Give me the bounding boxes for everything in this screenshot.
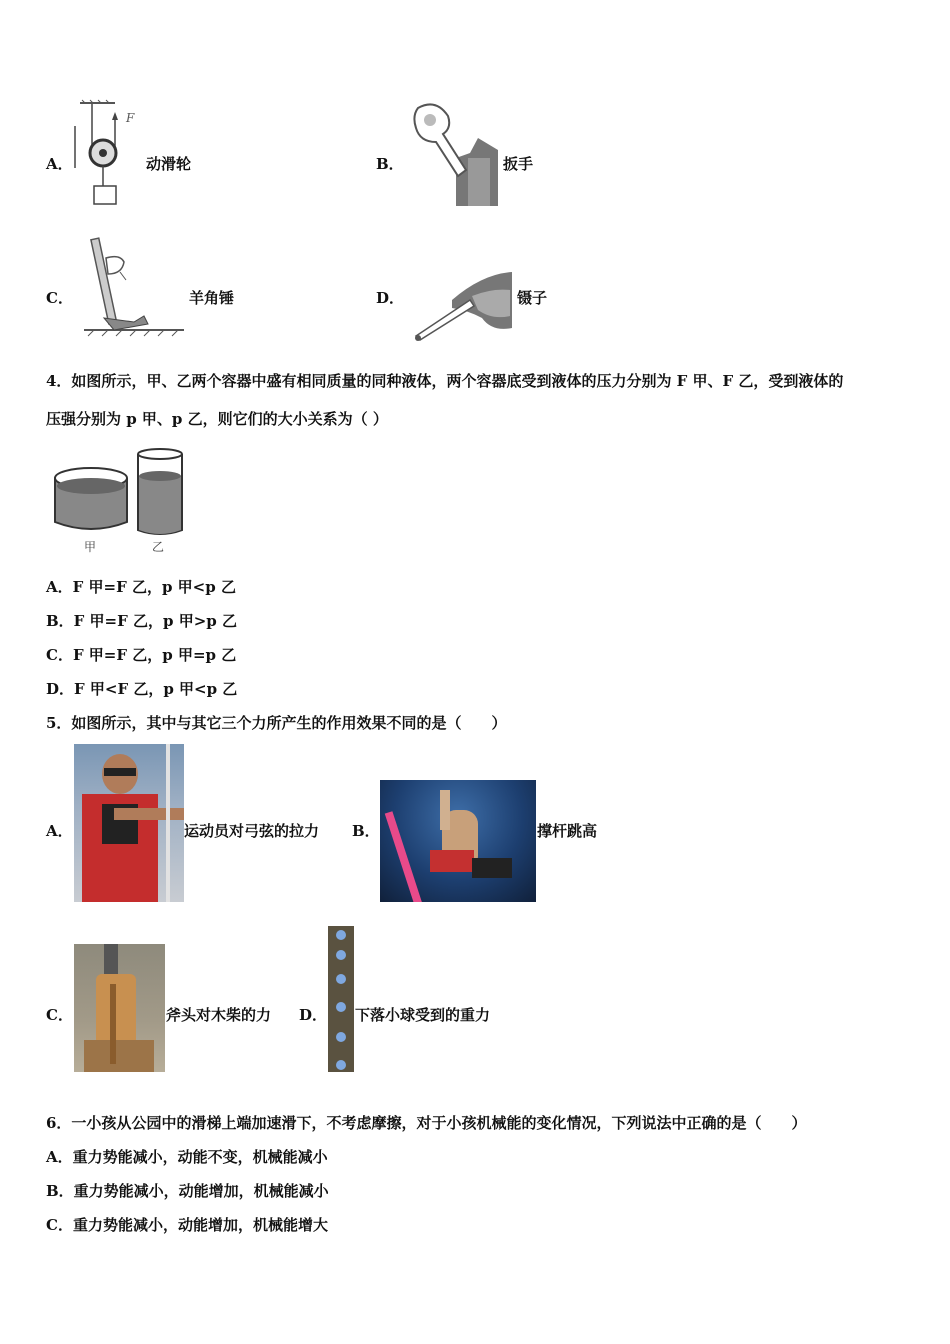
archer-photo xyxy=(74,744,184,902)
option-letter-d: D． xyxy=(376,289,405,307)
pulley-icon xyxy=(70,98,140,210)
question-4-option-a[interactable]: A．F 甲=F 乙，p 甲<p 乙 xyxy=(46,578,236,596)
falling-ball-photo xyxy=(328,926,354,1072)
q5-option-letter-b: B． xyxy=(352,822,380,840)
option-letter-a: A． xyxy=(46,155,73,173)
question-4-option-d[interactable]: D．F 甲<F 乙，p 甲<p 乙 xyxy=(46,680,238,698)
option-letter-c: C． xyxy=(46,289,73,307)
force-label: F xyxy=(126,111,135,125)
q5-option-letter-a: A． xyxy=(46,822,73,840)
option-b-label: 扳手 xyxy=(503,155,534,173)
wrench-icon xyxy=(408,98,503,210)
q5-option-d-label: 下落小球受到的重力 xyxy=(355,1006,491,1024)
q5-option-letter-c: C． xyxy=(46,1006,73,1024)
question-4-option-c[interactable]: C．F 甲=F 乙，p 甲=p 乙 xyxy=(46,646,237,664)
question-4-line-2: 压强分别为 p 甲、p 乙，则它们的大小关系为（ ） xyxy=(46,410,388,428)
question-4-line-1: 4．如图所示，甲、乙两个容器中盛有相同质量的同种液体，两个容器底受到液体的压力分别为 F 甲、F 乙，受到液体的 xyxy=(46,372,844,390)
question-6-option-a[interactable]: A．重力势能减小，动能不变，机械能减小 xyxy=(46,1148,328,1166)
q5-option-a-label: 运动员对弓弦的拉力 xyxy=(184,822,320,840)
q5-option-c-label: 斧头对木柴的力 xyxy=(166,1006,272,1024)
pole-vault-photo xyxy=(380,780,536,902)
container-yi-label: 乙 xyxy=(152,540,165,554)
containers-figure xyxy=(52,448,192,556)
axe-wood-photo xyxy=(74,944,165,1072)
question-6-stem: 6．一小孩从公园中的滑梯上端加速滑下，不考虑摩擦，对于小孩机械能的变化情况，下列说法中正确的是（ ） xyxy=(46,1114,807,1132)
question-5-stem: 5．如图所示，其中与其它三个力所产生的作用效果不同的是（ ） xyxy=(46,714,507,732)
question-6-option-c[interactable]: C．重力势能减小，动能增加，机械能增大 xyxy=(46,1216,328,1234)
tweezers-icon xyxy=(412,270,517,342)
question-4-option-b[interactable]: B．F 甲=F 乙，p 甲>p 乙 xyxy=(46,612,237,630)
question-6-option-b[interactable]: B．重力势能减小，动能增加，机械能减小 xyxy=(46,1182,329,1200)
container-jia-label: 甲 xyxy=(84,540,97,554)
q5-option-letter-d: D． xyxy=(299,1006,328,1024)
option-letter-b: B． xyxy=(376,155,404,173)
option-a-label: 动滑轮 xyxy=(146,155,192,173)
option-d-label: 镊子 xyxy=(517,289,548,307)
claw-hammer-icon xyxy=(84,232,184,340)
q5-option-b-label: 撑杆跳高 xyxy=(537,822,598,840)
option-c-label: 羊角锤 xyxy=(189,289,235,307)
